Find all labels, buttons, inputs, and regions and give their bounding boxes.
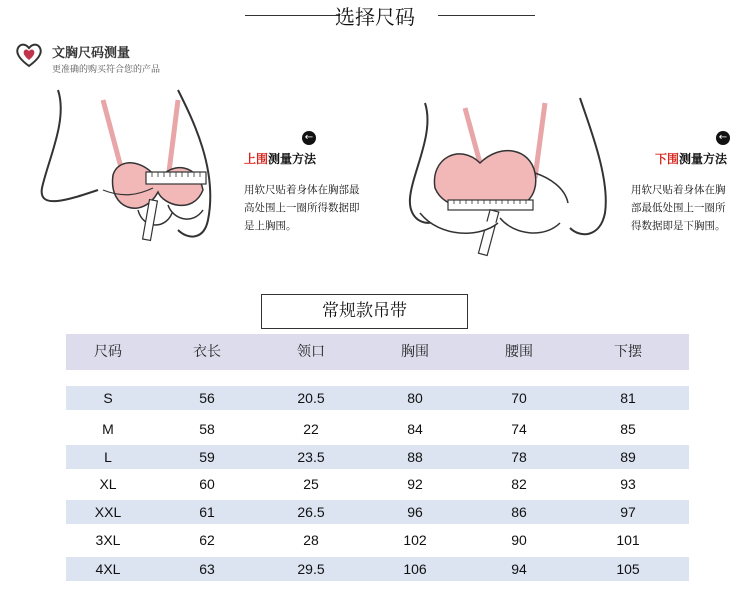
cell-bust: 106 [403,561,427,577]
cell-length: 58 [199,421,215,437]
cell-waist: 94 [511,561,527,577]
cell-length: 63 [199,561,215,577]
upper-method-heading-text: 测量方法 [268,152,317,166]
cell-hem: 97 [620,504,636,520]
upper-method-line: 用软尺贴着身体在胸部最 [244,184,360,196]
cell-size: XXL [94,504,122,520]
cell-neckline: 28 [303,532,319,548]
upper-method-line: 高处围上一圈所得数据即 [244,202,360,214]
column-header-size: 尺码 [94,344,122,360]
cell-size: 3XL [95,532,121,548]
column-header-length: 衣长 [193,344,221,360]
cell-waist: 90 [511,532,527,548]
arrow-left-icon: ← [716,131,730,145]
lower-method-heading-red: 下围 [655,152,680,166]
table-row [66,445,689,469]
cell-hem: 89 [620,449,636,465]
cell-waist: 86 [511,504,527,520]
lower-method-description [631,181,746,235]
cell-bust: 96 [407,504,423,520]
cell-bust: 92 [407,476,423,492]
cell-neckline: 23.5 [297,449,325,465]
table-row [66,500,689,524]
cell-length: 60 [199,476,215,492]
size-table-header [66,334,689,370]
cell-neckline: 29.5 [297,561,325,577]
cell-hem: 81 [620,390,636,406]
cell-length: 61 [199,504,215,520]
cell-neckline: 25 [303,476,319,492]
cell-neckline: 22 [303,421,319,437]
brand-subtitle: 更准确的购买符合您的产品 [52,65,161,75]
cell-size: XL [99,476,117,492]
lower-method-heading [655,150,727,167]
cell-hem: 85 [620,421,636,437]
upper-bust-illustration [28,80,228,270]
arrow-left-icon: ← [302,131,316,145]
column-header-hem: 下摆 [614,344,642,360]
product-style-badge: 常规款吊带 [261,294,468,329]
lower-method-line: 部最低处围上一圈所 [631,202,726,214]
upper-method-heading [244,150,316,167]
upper-method-heading-red: 上围 [244,152,269,166]
upper-method-line: 是上胸围。 [244,220,297,232]
cell-size: 4XL [95,561,121,577]
cell-size: S [103,390,113,406]
cell-neckline: 26.5 [297,504,325,520]
cell-size: M [102,421,114,437]
lower-bust-illustration [400,88,615,268]
cell-size: L [104,449,112,465]
cell-waist: 82 [511,476,527,492]
lower-method-line: 用软尺贴着身体在胸 [631,184,726,196]
cell-hem: 101 [616,532,640,548]
column-header-waist: 腰围 [505,344,533,360]
cell-bust: 102 [403,532,427,548]
table-row [66,528,689,552]
cell-length: 56 [199,390,215,406]
upper-method-description [244,181,369,235]
table-row [66,386,689,410]
column-header-neckline: 领口 [297,344,325,360]
table-row [66,557,689,581]
table-row [66,472,689,496]
cell-neckline: 20.5 [297,390,325,406]
cell-bust: 80 [407,390,423,406]
cell-length: 59 [199,449,215,465]
cell-bust: 84 [407,421,423,437]
heart-logo-icon [14,40,44,70]
lower-method-line: 得数据即是下胸围。 [631,220,726,232]
column-header-bust: 胸围 [401,344,429,360]
table-row [66,417,689,441]
lower-method-heading-text: 测量方法 [679,152,728,166]
cell-length: 62 [199,532,215,548]
cell-hem: 105 [616,561,640,577]
page-title: 选择尺码 [335,5,415,29]
brand-title: 文胸尺码测量 [52,46,131,61]
cell-hem: 93 [620,476,636,492]
cell-bust: 88 [407,449,423,465]
cell-waist: 74 [511,421,527,437]
cell-waist: 70 [511,390,527,406]
cell-waist: 78 [511,449,527,465]
